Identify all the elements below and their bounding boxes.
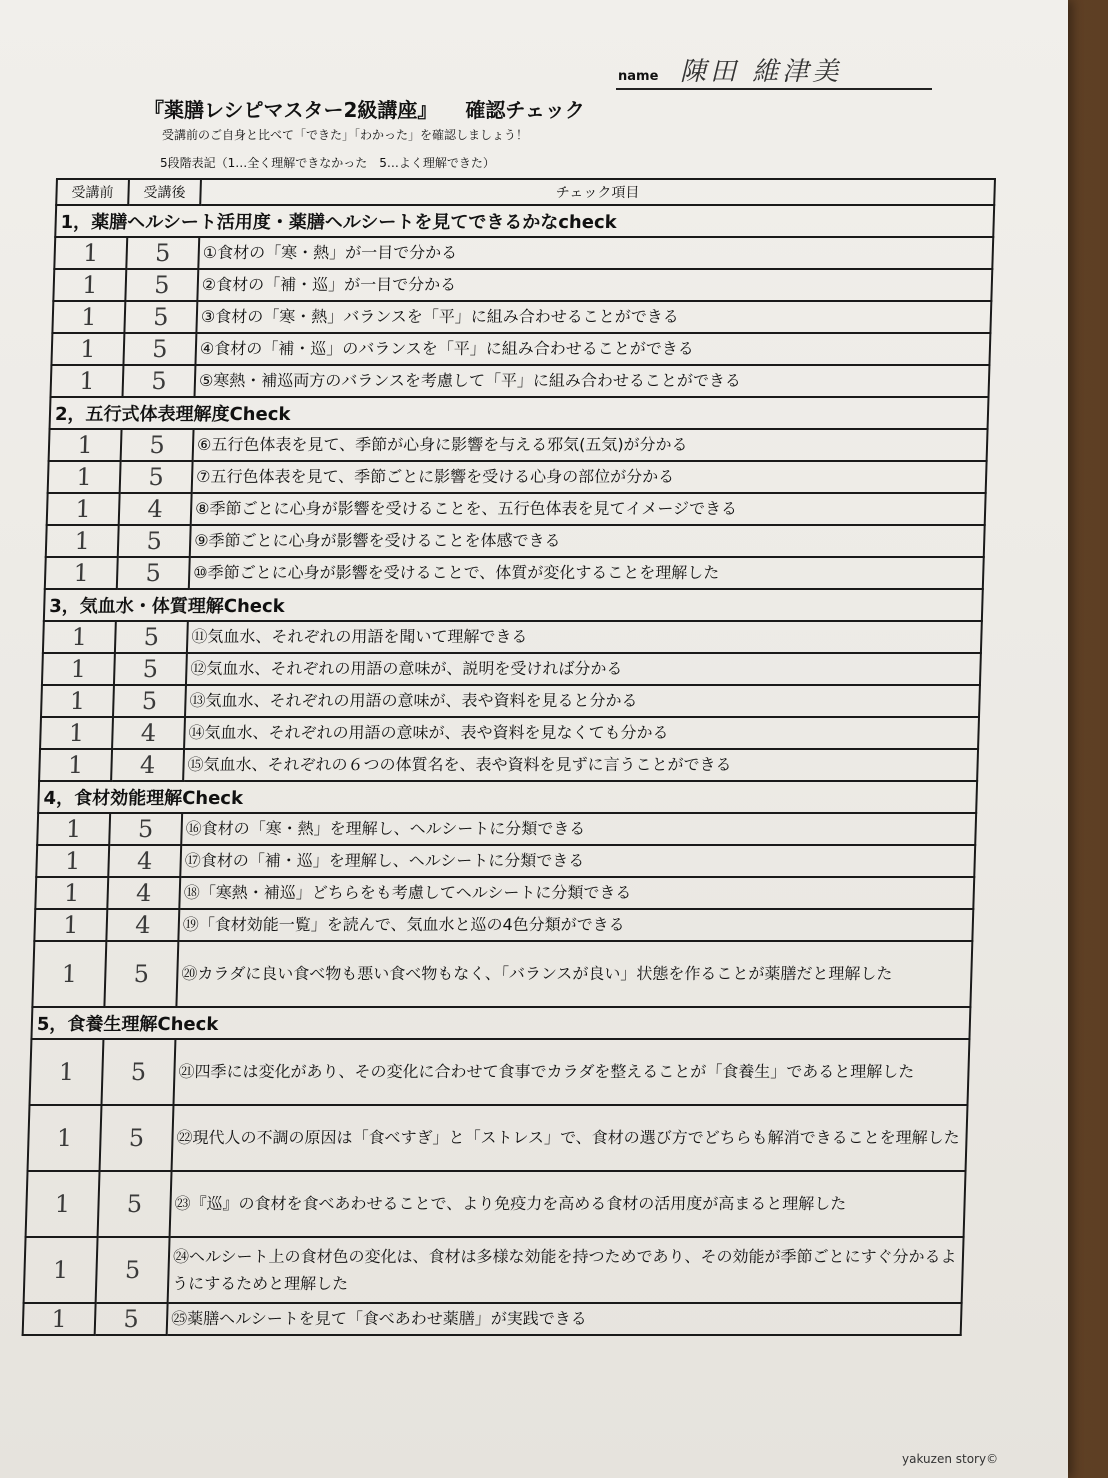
score-before: 1 bbox=[52, 301, 125, 333]
score-after: 5 bbox=[121, 429, 194, 461]
score-after: 5 bbox=[126, 237, 199, 269]
check-item-text: ㉒現代人の不調の原因は「食べすぎ」と「ストレス」で、食材の選び方でどちらも解消できることを理解した bbox=[172, 1105, 968, 1171]
check-item-row bbox=[52, 301, 991, 333]
score-after: 5 bbox=[123, 333, 196, 365]
score-before: 1 bbox=[51, 333, 124, 365]
check-item-row bbox=[47, 493, 986, 525]
check-item-text: ⑤寒熱・補巡両方のバランスを考慮して「平」に組み合わせることができる bbox=[195, 365, 990, 397]
check-item-text: ㉕薬膳ヘルシートを見て「食べあわせ薬膳」が実践できる bbox=[167, 1303, 962, 1335]
section-header-row bbox=[55, 205, 994, 237]
score-before: 1 bbox=[28, 1105, 102, 1171]
section-header-row bbox=[38, 781, 977, 813]
check-item-row bbox=[42, 653, 981, 685]
check-item-text: ⑱「寒熱・補巡」どちらをも考慮してヘルシートに分類できる bbox=[179, 877, 974, 909]
score-after: 5 bbox=[101, 1039, 175, 1105]
header-before: 受講前 bbox=[56, 179, 129, 205]
check-item-row bbox=[46, 525, 985, 557]
score-after: 4 bbox=[119, 493, 192, 525]
check-item-row bbox=[43, 621, 982, 653]
score-before: 1 bbox=[34, 909, 107, 941]
header-item: チェック項目 bbox=[200, 179, 995, 205]
scale-note: 5段階表記（1…全く理解できなかった 5…よく理解できた） bbox=[160, 156, 495, 170]
check-item-text: ⑭気血水、それぞれの用語の意味が、表や資料を見なくても分かる bbox=[184, 717, 979, 749]
score-after: 5 bbox=[109, 813, 182, 845]
score-after: 4 bbox=[111, 749, 184, 781]
check-item-text: ⑪気血水、それぞれの用語を聞いて理解できる bbox=[187, 621, 982, 653]
score-after: 5 bbox=[115, 621, 188, 653]
check-item-text: ⑩季節ごとに心身が影響を受けることで、体質が変化することを理解した bbox=[189, 557, 984, 589]
section-header-row bbox=[44, 589, 983, 621]
check-item-text: ②食材の「補・巡」が一目で分かる bbox=[197, 269, 992, 301]
score-after: 5 bbox=[113, 685, 186, 717]
score-before: 1 bbox=[43, 621, 116, 653]
check-item-row bbox=[26, 1171, 966, 1237]
check-item-text: ㉔ヘルシート上の食材色の変化は、食材は多様な効能を持つためであり、その効能が季節ごとにすぐ分かるようにするためと理解した bbox=[168, 1237, 964, 1303]
check-item-row bbox=[35, 877, 974, 909]
score-before: 1 bbox=[45, 557, 118, 589]
check-item-text: ⑥五行色体表を見て、季節が心身に影響を与える邪気(五気)が分かる bbox=[193, 429, 988, 461]
check-item-text: ⑬気血水、それぞれの用語の意味が、表や資料を見ると分かる bbox=[185, 685, 980, 717]
check-item-row bbox=[51, 365, 990, 397]
section-title: 4，食材効能理解Check bbox=[38, 781, 977, 813]
score-before: 1 bbox=[54, 237, 127, 269]
score-after: 5 bbox=[117, 557, 190, 589]
score-after: 5 bbox=[96, 1237, 170, 1303]
check-item-row bbox=[53, 269, 992, 301]
score-after: 5 bbox=[104, 941, 178, 1007]
score-after: 5 bbox=[124, 301, 197, 333]
score-after: 5 bbox=[98, 1171, 172, 1237]
header-after: 受講後 bbox=[128, 179, 201, 205]
score-before: 1 bbox=[26, 1171, 100, 1237]
score-before: 1 bbox=[32, 941, 106, 1007]
score-before: 1 bbox=[24, 1237, 98, 1303]
page-title bbox=[144, 94, 585, 123]
check-item-row bbox=[51, 333, 990, 365]
instruction-text: 受講前のご自身と比べて「できた」「わかった」を確認しましょう！ bbox=[162, 128, 529, 142]
score-after: 4 bbox=[112, 717, 185, 749]
check-item-text: ⑳カラダに良い食べ物も悪い食べ物もなく、「バランスが良い」状態を作ることが薬膳だと理解した bbox=[176, 941, 972, 1007]
check-item-text: ⑫気血水、それぞれの用語の意味が、説明を受ければ分かる bbox=[186, 653, 981, 685]
section-title: 1，薬膳ヘルシート活用度・薬膳ヘルシートを見てできるかなcheck bbox=[55, 205, 994, 237]
check-item-text: ⑨季節ごとに心身が影響を受けることを体感できる bbox=[190, 525, 985, 557]
check-item-text: ⑰食材の「補・巡」を理解し、ヘルシートに分類できる bbox=[180, 845, 975, 877]
check-item-row bbox=[54, 237, 993, 269]
section-title: 5，食養生理解Check bbox=[31, 1007, 970, 1039]
check-item-row bbox=[36, 845, 975, 877]
score-before: 1 bbox=[53, 269, 126, 301]
check-item-row bbox=[49, 429, 988, 461]
check-item-text: ㉑四季には変化があり、その変化に合わせて食事でカラダを整えることが「食養生」であると理解した bbox=[173, 1039, 969, 1105]
score-after: 4 bbox=[108, 845, 181, 877]
score-before: 1 bbox=[40, 717, 113, 749]
check-item-row bbox=[37, 813, 976, 845]
score-before: 1 bbox=[46, 525, 119, 557]
score-before: 1 bbox=[29, 1039, 103, 1105]
score-before: 1 bbox=[35, 877, 108, 909]
score-after: 5 bbox=[125, 269, 198, 301]
check-item-text: ⑮気血水、それぞれの６つの体質名を、表や資料を見ずに言うことができる bbox=[183, 749, 978, 781]
course-title: 『薬膳レシピマスター2級講座』 bbox=[144, 98, 438, 122]
check-item-row bbox=[28, 1105, 968, 1171]
check-item-row bbox=[41, 685, 980, 717]
check-item-text: ④食材の「補・巡」のバランスを「平」に組み合わせることができる bbox=[195, 333, 990, 365]
check-item-text: ③食材の「寒・熱」バランスを「平」に組み合わせることができる bbox=[196, 301, 991, 333]
check-item-text: ⑯食材の「寒・熱」を理解し、ヘルシートに分類できる bbox=[181, 813, 976, 845]
check-table-wrapper bbox=[22, 178, 996, 1336]
check-item-row bbox=[23, 1303, 962, 1335]
section-title: 3，気血水・体質理解Check bbox=[44, 589, 983, 621]
check-item-row bbox=[34, 909, 973, 941]
score-after: 5 bbox=[118, 525, 191, 557]
score-before: 1 bbox=[39, 749, 112, 781]
score-before: 1 bbox=[51, 365, 124, 397]
score-before: 1 bbox=[36, 845, 109, 877]
name-value: 陳田 維津美 bbox=[680, 57, 843, 87]
score-after: 5 bbox=[120, 461, 193, 493]
check-item-text: ㉓『巡』の食材を食べあわせることで、より免疫力を高める食材の活用度が高まると理解した bbox=[170, 1171, 966, 1237]
score-before: 1 bbox=[23, 1303, 96, 1335]
table-header-row bbox=[56, 179, 995, 205]
score-after: 5 bbox=[114, 653, 187, 685]
section-header-row bbox=[50, 397, 989, 429]
check-item-row bbox=[45, 557, 984, 589]
score-after: 5 bbox=[123, 365, 196, 397]
check-item-text: ⑦五行色体表を見て、季節ごとに影響を受ける心身の部位が分かる bbox=[192, 461, 987, 493]
score-before: 1 bbox=[49, 429, 122, 461]
score-before: 1 bbox=[42, 653, 115, 685]
check-table bbox=[22, 178, 996, 1336]
check-item-row bbox=[39, 749, 978, 781]
check-item-row bbox=[48, 461, 987, 493]
check-item-text: ①食材の「寒・熱」が一目で分かる bbox=[198, 237, 993, 269]
check-item-text: ⑧季節ごとに心身が影響を受けることを、五行色体表を見てイメージできる bbox=[191, 493, 986, 525]
check-item-row bbox=[24, 1237, 964, 1303]
score-before: 1 bbox=[47, 493, 120, 525]
section-title: 2，五行式体表理解度Check bbox=[50, 397, 989, 429]
score-after: 4 bbox=[107, 877, 180, 909]
score-after: 4 bbox=[106, 909, 179, 941]
score-before: 1 bbox=[41, 685, 114, 717]
check-title: 確認チェック bbox=[465, 98, 585, 122]
score-after: 5 bbox=[95, 1303, 168, 1335]
section-header-row bbox=[31, 1007, 970, 1039]
score-before: 1 bbox=[48, 461, 121, 493]
check-item-text: ⑲「食材効能一覧」を読んで、気血水と巡の4色分類ができる bbox=[178, 909, 973, 941]
check-item-row bbox=[40, 717, 979, 749]
score-before: 1 bbox=[37, 813, 110, 845]
name-field bbox=[616, 58, 932, 90]
score-after: 5 bbox=[100, 1105, 174, 1171]
footer-brand: yakuzen story© bbox=[902, 1452, 999, 1466]
check-item-row bbox=[32, 941, 972, 1007]
name-label: name bbox=[618, 69, 659, 84]
check-item-row bbox=[29, 1039, 969, 1105]
